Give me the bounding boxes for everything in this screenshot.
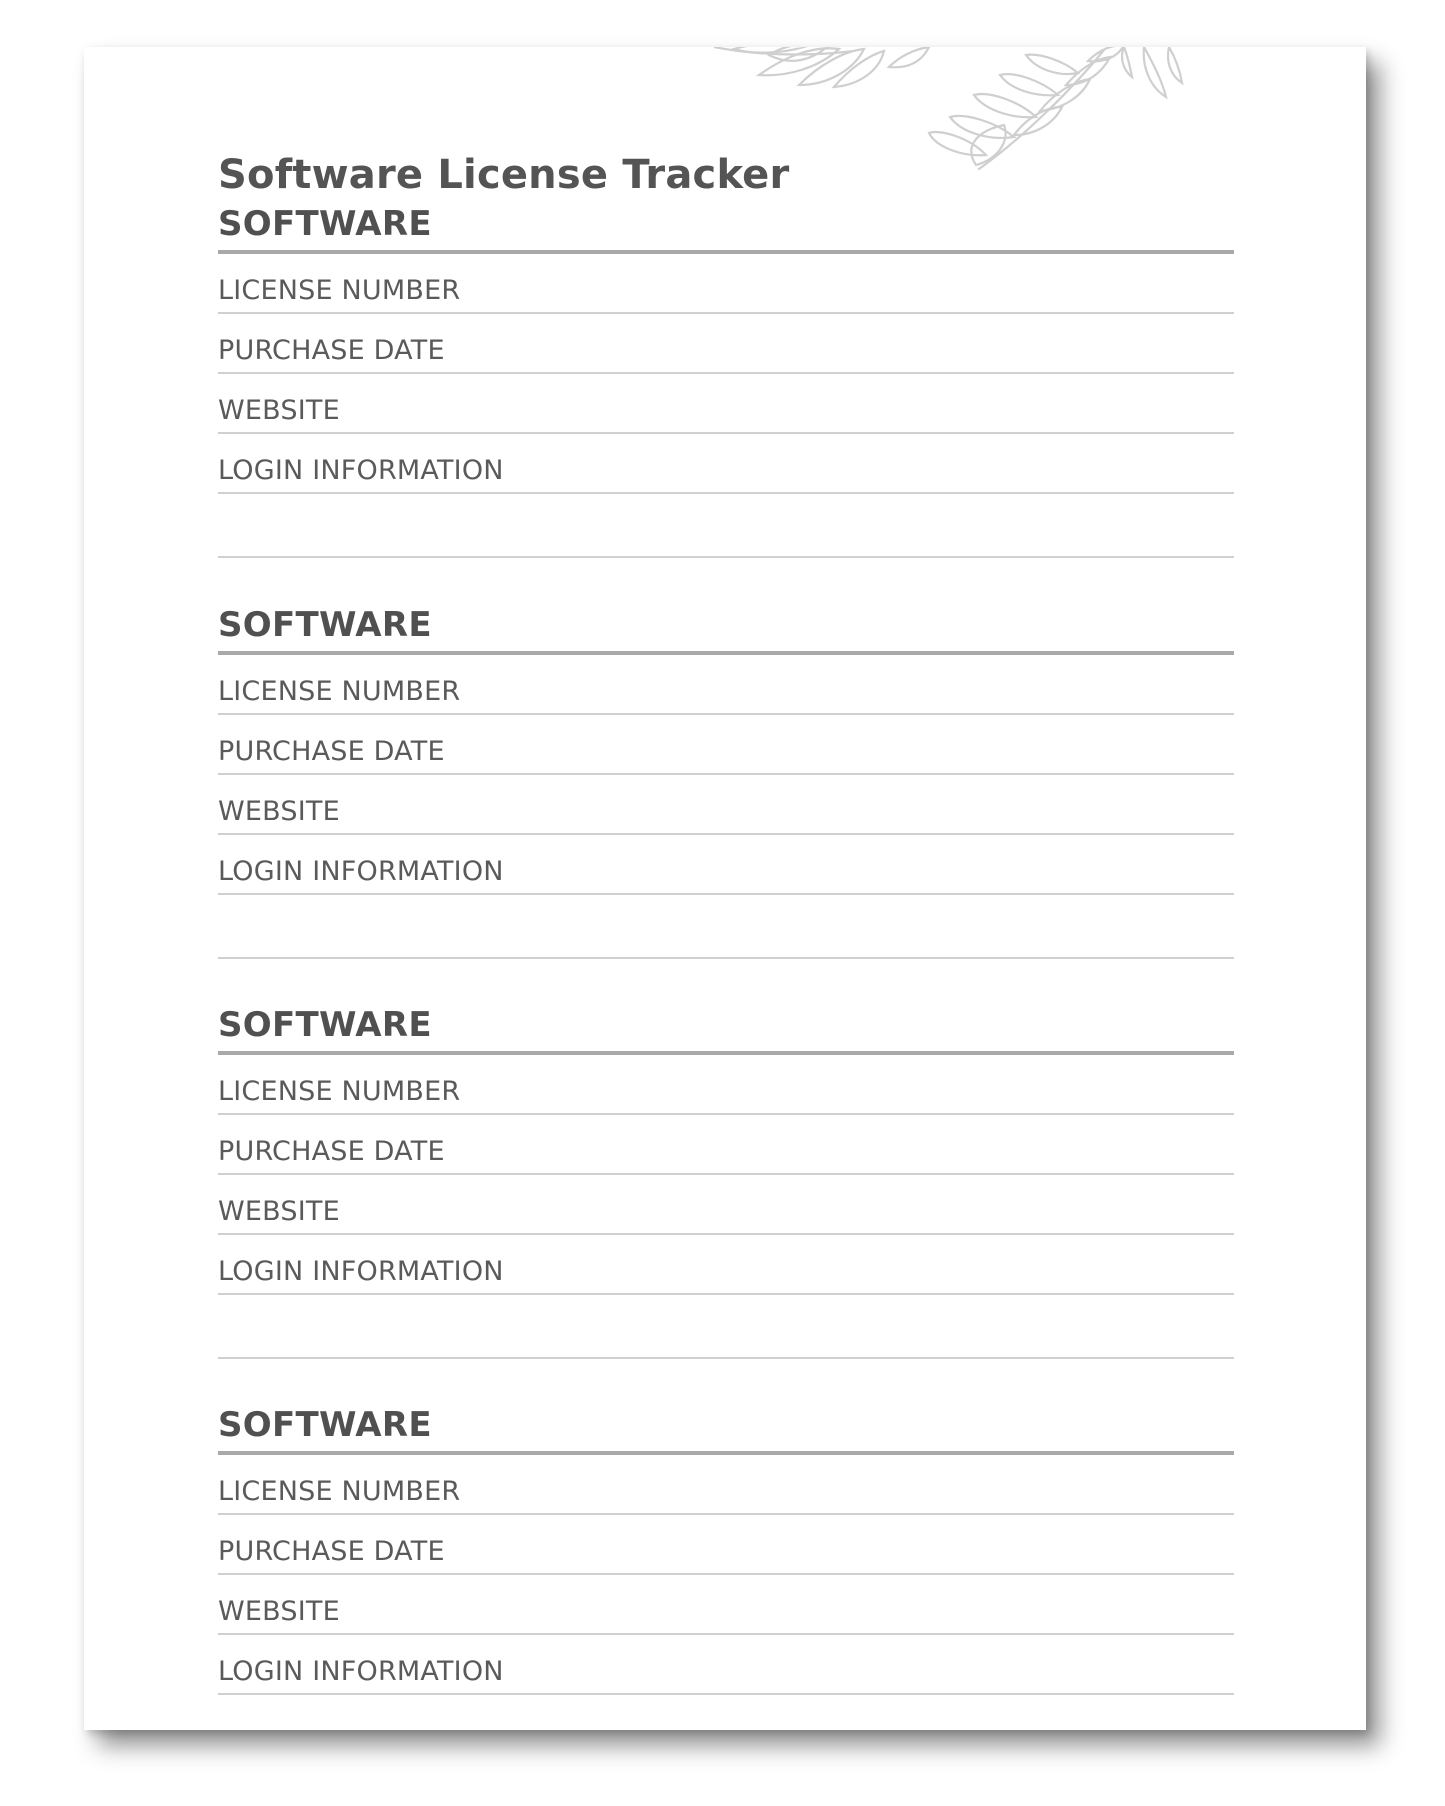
login-information-row[interactable]	[218, 835, 1234, 895]
field-label: LICENSE NUMBER	[218, 1476, 461, 1507]
software-section-4	[218, 1401, 1234, 1695]
software-section-3	[218, 1001, 1234, 1359]
field-label: WEBSITE	[218, 395, 340, 426]
website-row[interactable]	[218, 374, 1234, 434]
license-number-row[interactable]	[218, 1455, 1234, 1515]
field-label: PURCHASE DATE	[218, 736, 445, 767]
software-section-2	[218, 601, 1234, 959]
login-information-row[interactable]	[218, 1235, 1234, 1295]
section-header	[218, 1001, 1234, 1055]
section-heading: SOFTWARE	[218, 204, 432, 244]
section-header	[218, 1401, 1234, 1455]
website-row[interactable]	[218, 1175, 1234, 1235]
section-header	[218, 200, 1234, 254]
section-heading: SOFTWARE	[218, 1405, 432, 1445]
section-header	[218, 601, 1234, 655]
software-section-1	[218, 200, 1234, 558]
license-number-row[interactable]	[218, 655, 1234, 715]
purchase-date-row[interactable]	[218, 1115, 1234, 1175]
blank-line[interactable]	[218, 494, 1234, 558]
purchase-date-row[interactable]	[218, 715, 1234, 775]
license-number-row[interactable]	[218, 254, 1234, 314]
field-label: WEBSITE	[218, 1196, 340, 1227]
field-label: PURCHASE DATE	[218, 335, 445, 366]
field-label: LICENSE NUMBER	[218, 275, 461, 306]
purchase-date-row[interactable]	[218, 314, 1234, 374]
blank-line[interactable]	[218, 895, 1234, 959]
section-heading: SOFTWARE	[218, 1005, 432, 1045]
blank-line[interactable]	[218, 1295, 1234, 1359]
page-title: Software License Tracker	[218, 152, 790, 198]
field-label: PURCHASE DATE	[218, 1136, 445, 1167]
purchase-date-row[interactable]	[218, 1515, 1234, 1575]
field-label: WEBSITE	[218, 1596, 340, 1627]
planner-page	[84, 47, 1366, 1730]
section-heading: SOFTWARE	[218, 605, 432, 645]
field-label: WEBSITE	[218, 796, 340, 827]
login-information-row[interactable]	[218, 1635, 1234, 1695]
field-label: LOGIN INFORMATION	[218, 455, 504, 486]
field-label: LOGIN INFORMATION	[218, 1656, 504, 1687]
field-label: PURCHASE DATE	[218, 1536, 445, 1567]
license-number-row[interactable]	[218, 1055, 1234, 1115]
field-label: LICENSE NUMBER	[218, 676, 461, 707]
field-label: LOGIN INFORMATION	[218, 856, 504, 887]
field-label: LOGIN INFORMATION	[218, 1256, 504, 1287]
leaf-branch-illustration	[714, 47, 1314, 177]
website-row[interactable]	[218, 1575, 1234, 1635]
field-label: LICENSE NUMBER	[218, 1076, 461, 1107]
website-row[interactable]	[218, 775, 1234, 835]
login-information-row[interactable]	[218, 434, 1234, 494]
